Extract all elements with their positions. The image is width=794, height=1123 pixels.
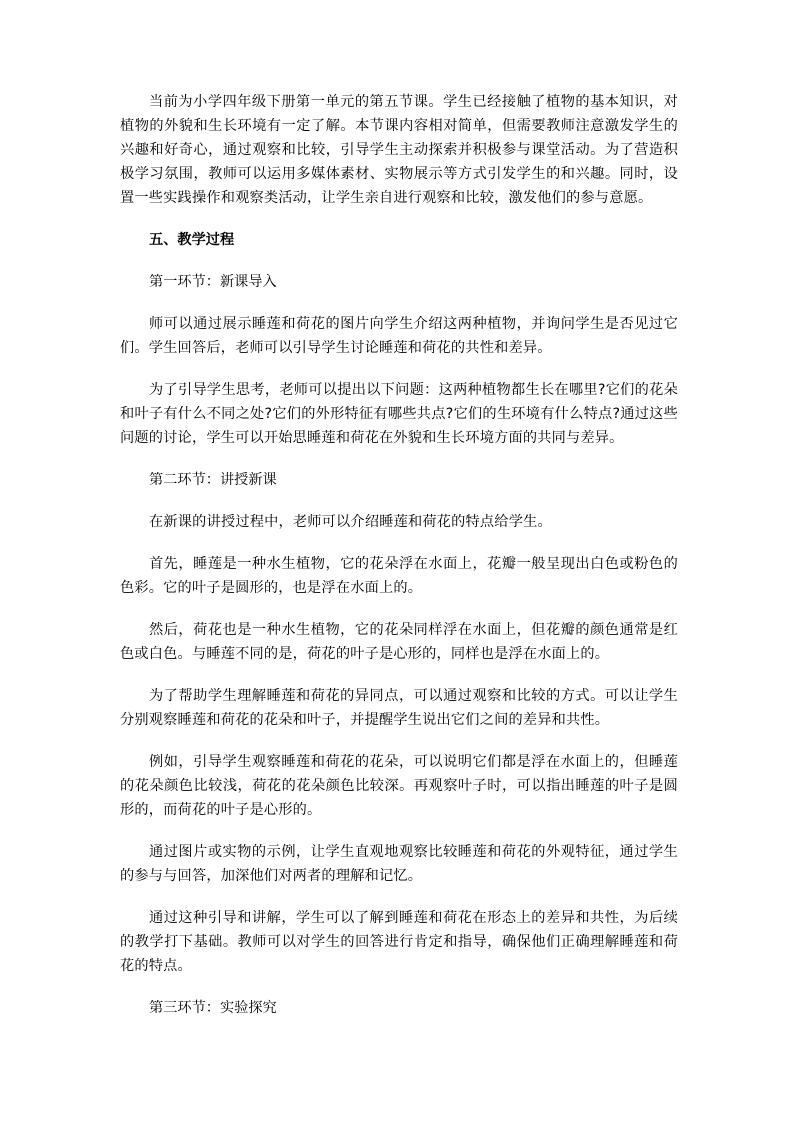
document-page — [120, 90, 678, 1038]
paragraph: 然后，荷花也是一种水生植物，它的花朵同样浮在水面上，但花瓣的颜色通常是红色或白色。与睡莲不同的是，荷花的叶子是心形的，同样也是浮在水面上的。 — [120, 622, 678, 662]
paragraph: 通过图片或实物的示例，让学生直观地观察比较睡莲和荷花的外观特征，通过学生的参与与回答，加深他们对两者的理解和记忆。 — [120, 844, 678, 884]
section-title-2: 第二环节：讲授新课 — [149, 472, 277, 488]
paragraph: 在新课的讲授过程中，老师可以介绍睡莲和荷花的特点给学生。 — [149, 514, 552, 530]
paragraph: 例如，引导学生观察睡莲和荷花的花朵，可以说明它们都是浮在水面上的，但睡莲的花朵颜色比较浅，荷花的花朵颜色比较深。再观察叶子时，可以指出睡莲的叶子是圆形的，而荷花的叶子是心形的。 — [120, 754, 678, 818]
paragraph: 为了帮助学生理解睡莲和荷花的异同点，可以通过观察和比较的方式。可以让学生分别观察睡莲和荷花的花朵和叶子，并提醒学生说出它们之间的差异和共性。 — [120, 688, 678, 728]
paragraph: 通过这种引导和讲解，学生可以了解到睡莲和荷花在形态上的差异和共性，为后续的教学打下基础。教师可以对学生的回答进行肯定和指导，确保他们正确理解睡莲和荷花的特点。 — [120, 910, 678, 974]
paragraph: 首先，睡莲是一种水生植物，它的花朵浮在水面上，花瓣一般呈现出白色或粉色的色彩。它的叶子是圆形的，也是浮在水面上的。 — [120, 556, 678, 596]
paragraph: 为了引导学生思考，老师可以提出以下问题：这两种植物都生长在哪里?它们的花朵和叶子有什么不同之处?它们的外形特征有哪些共点?它们的生环境有什么特点?通过这些问题的讨论，学生可以开始思睡莲和荷花在外貌和生长环境方面的共同与差异。 — [120, 382, 678, 446]
heading-teaching-process: 五、教学过程 — [149, 232, 235, 248]
paragraph: 师可以通过展示睡莲和荷花的图片向学生介绍这两种植物，并询问学生是否见过它们。学生回答后，老师可以引导学生讨论睡莲和荷花的共性和差异。 — [120, 316, 678, 356]
paragraph-intro: 当前为小学四年级下册第一单元的第五节课。学生已经接触了植物的基本知识，对植物的外貌和生长环境有一定了解。本节课内容相对简单，但需要教师注意激发学生的兴趣和好奇心，通过观察和比较，引导学生主动探索并积极参与课堂活动。为了营造积极学习氛围，教师可以运用多媒体素材、实物展示等方式引发学生的和兴趣。同时，设置一些实践操作和观察类活动，让学生亲自进行观察和比较，激发他们的参与意愿。 — [120, 94, 678, 206]
section-title-3: 第三环节：实验探究 — [149, 1000, 277, 1016]
section-title-1: 第一环节：新课导入 — [149, 274, 277, 290]
